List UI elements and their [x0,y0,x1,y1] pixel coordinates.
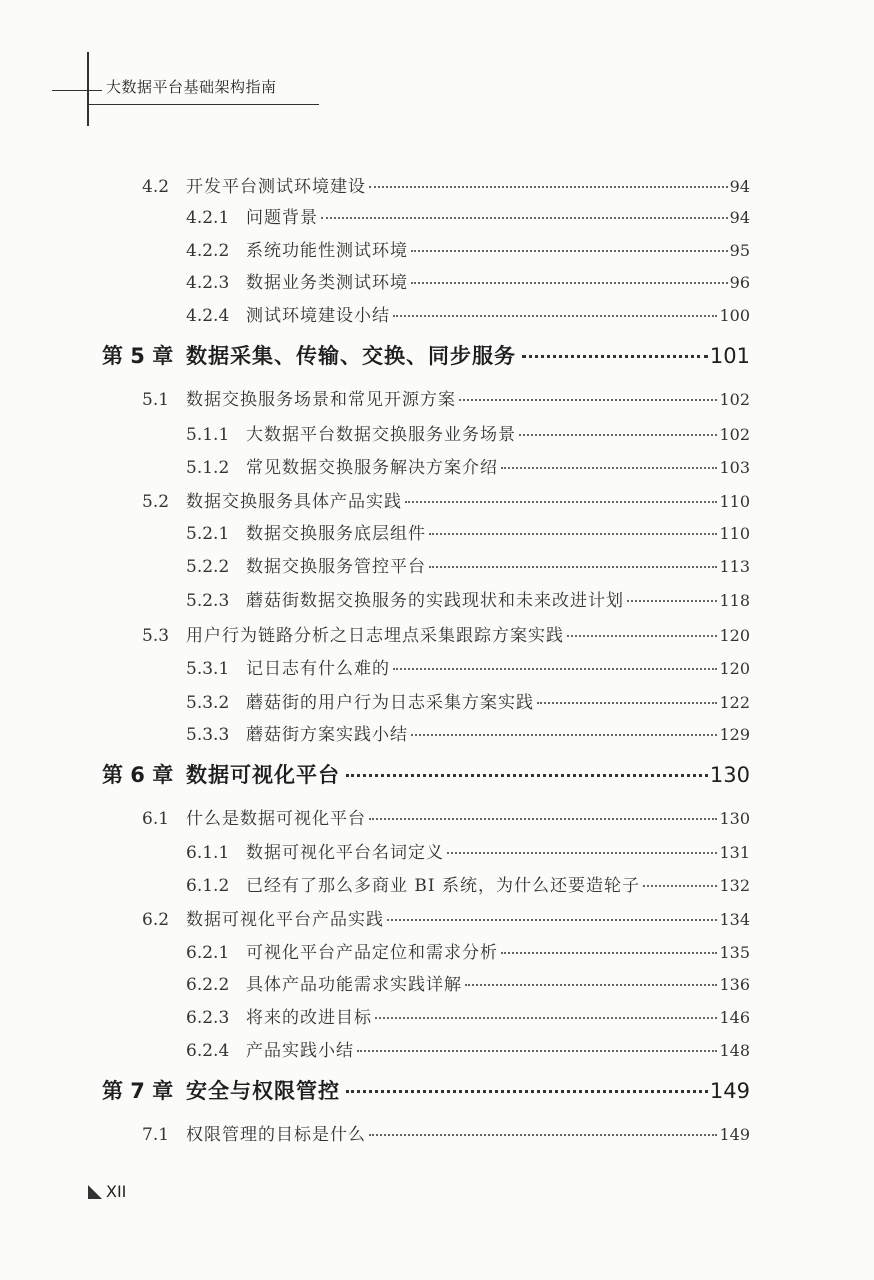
toc-dot-leader [429,566,717,568]
toc-entry-title: 已经有了那么多商业 BI 系统，为什么还要造轮子 [246,876,641,896]
toc-subsection-entry [186,654,750,679]
toc-entry-page: 102 [719,390,750,409]
toc-dot-leader [522,355,708,358]
toc-entry-number: 6.2.1 [186,943,230,963]
toc-subsection-entry [186,688,750,713]
toc-entry-title: 产品实践小结 [246,1041,354,1061]
toc-dot-leader [643,885,717,887]
toc-dot-leader [375,1017,717,1019]
toc-dot-leader [369,186,728,188]
toc-entry-title: 数据交换服务具体产品实践 [186,492,402,512]
toc-entry-number: 6.2.4 [186,1041,230,1061]
toc-entry-title: 测试环境建设小结 [246,306,390,326]
toc-section-entry [142,172,750,197]
toc-entry-page: 148 [719,1041,750,1060]
page-number: XII [106,1182,127,1201]
toc-entry-page: 136 [719,975,750,994]
toc-entry-page: 110 [719,492,750,511]
toc-subsection-entry [186,236,750,261]
toc-dot-leader [411,282,728,284]
toc-entry-page: 95 [729,241,750,260]
toc-entry-number: 6.2.2 [186,975,230,995]
toc-chapter-entry [102,1075,750,1105]
toc-entry-number: 第 7 章 [102,1079,174,1103]
toc-entry-page: 100 [719,306,750,325]
toc-entry-page: 146 [719,1008,750,1027]
toc-entry-page: 103 [719,458,750,477]
toc-subsection-entry [186,552,750,577]
toc-entry-number: 5.3 [142,626,170,646]
toc-entry-number: 4.2 [142,177,170,197]
toc-dot-leader [369,1134,717,1136]
toc-dot-leader [369,818,717,820]
toc-dot-leader [447,852,717,854]
toc-entry-number: 5.2.1 [186,524,230,544]
toc-entry-title: 记日志有什么难的 [246,659,390,679]
toc-dot-leader [429,533,717,535]
toc-entry-number: 5.3.3 [186,725,230,745]
toc-section-entry [142,487,750,512]
toc-entry-number: 5.2.3 [186,591,230,611]
toc-entry-title: 蘑菇街的用户行为日志采集方案实践 [246,693,534,713]
toc-subsection-entry [186,938,750,963]
toc-entry-page: 130 [709,763,750,787]
toc-subsection-entry [186,420,750,445]
toc-dot-leader [321,217,728,219]
toc-dot-leader [346,774,708,777]
toc-entry-number: 5.1 [142,390,170,410]
toc-dot-leader [393,668,717,670]
footer-triangle-icon [88,1185,102,1199]
toc-entry-page: 113 [719,557,750,576]
toc-entry-title: 数据采集、传输、交换、同步服务 [186,344,516,368]
toc-subsection-entry [186,301,750,326]
toc-entry-title: 蘑菇街数据交换服务的实践现状和未来改进计划 [246,591,624,611]
toc-entry-title: 将来的改进目标 [246,1008,372,1028]
toc-entry-page: 110 [719,524,750,543]
toc-entry-title: 权限管理的目标是什么 [186,1125,366,1145]
toc-dot-leader [405,501,717,503]
toc-entry-title: 什么是数据可视化平台 [186,809,366,829]
toc-entry-page: 135 [719,943,750,962]
toc-entry-page: 96 [729,273,750,292]
toc-entry-number: 5.1.2 [186,458,230,478]
toc-chapter-entry [102,759,750,789]
toc-entry-number: 4.2.3 [186,273,230,293]
toc-subsection-entry [186,203,750,228]
toc-entry-page: 94 [729,208,750,227]
toc-entry-title: 常见数据交换服务解决方案介绍 [246,458,498,478]
toc-entry-page: 149 [709,1079,750,1103]
toc-entry-number: 5.3.1 [186,659,230,679]
toc-entry-title: 数据可视化平台名词定义 [246,843,444,863]
toc-entry-title: 蘑菇街方案实践小结 [246,725,408,745]
toc-entry-number: 6.2 [142,910,170,930]
toc-entry-page: 118 [719,591,750,610]
toc-subsection-entry [186,453,750,478]
toc-entry-page: 129 [719,725,750,744]
toc-entry-page: 102 [719,425,750,444]
toc-dot-leader [346,1090,708,1093]
toc-section-entry [142,804,750,829]
toc-subsection-entry [186,1036,750,1061]
toc-section-entry [142,621,750,646]
toc-dot-leader [387,919,717,921]
toc-entry-number: 6.1 [142,809,170,829]
toc-dot-leader [537,702,717,704]
book-title: 大数据平台基础架构指南 [106,78,277,96]
toc-dot-leader [501,952,717,954]
toc-entry-page: 131 [719,843,750,862]
toc-subsection-entry [186,268,750,293]
toc-entry-title: 数据交换服务管控平台 [246,557,426,577]
toc-subsection-entry [186,1003,750,1028]
toc-entry-title: 数据可视化平台 [186,763,340,787]
toc-entry-number: 6.1.1 [186,843,230,863]
toc-dot-leader [465,984,717,986]
toc-entry-number: 6.2.3 [186,1008,230,1028]
toc-dot-leader [411,734,717,736]
toc-dot-leader [411,250,728,252]
toc-entry-title: 数据交换服务底层组件 [246,524,426,544]
toc-subsection-entry [186,720,750,745]
toc-entry-number: 5.1.1 [186,425,230,445]
toc-entry-page: 149 [719,1125,750,1144]
toc-entry-number: 5.3.2 [186,693,230,713]
toc-entry-title: 问题背景 [246,208,318,228]
toc-entry-number: 4.2.4 [186,306,230,326]
toc-entry-page: 132 [719,876,750,895]
header-rule-vertical [87,52,89,126]
toc-subsection-entry [186,871,750,896]
toc-dot-leader [627,600,717,602]
toc-section-entry [142,385,750,410]
toc-entry-title: 用户行为链路分析之日志埋点采集跟踪方案实践 [186,626,564,646]
header-rule-bottom [87,104,319,105]
toc-entry-title: 系统功能性测试环境 [246,241,408,261]
toc-entry-title: 大数据平台数据交换服务业务场景 [246,425,516,445]
toc-dot-leader [501,467,717,469]
toc-entry-number: 4.2.2 [186,241,230,261]
toc-dot-leader [393,315,717,317]
toc-entry-title: 安全与权限管控 [186,1079,340,1103]
toc-dot-leader [357,1050,717,1052]
toc-entry-page: 120 [719,626,750,645]
toc-section-entry [142,1120,750,1145]
toc-entry-page: 94 [729,177,750,196]
toc-entry-number: 第 5 章 [102,344,174,368]
toc-entry-page: 101 [709,344,750,368]
toc-entry-number: 7.1 [142,1125,170,1145]
toc-entry-number: 5.2.2 [186,557,230,577]
toc-entry-title: 数据业务类测试环境 [246,273,408,293]
toc-entry-page: 120 [719,659,750,678]
toc-subsection-entry [186,519,750,544]
toc-entry-number: 6.1.2 [186,876,230,896]
toc-dot-leader [519,434,717,436]
header-rule-top [52,90,102,91]
toc-entry-page: 130 [719,809,750,828]
toc-entry-title: 数据可视化平台产品实践 [186,910,384,930]
toc-subsection-entry [186,586,750,611]
toc-entry-page: 134 [719,910,750,929]
toc-entry-title: 具体产品功能需求实践详解 [246,975,462,995]
toc-entry-page: 122 [719,693,750,712]
toc-entry-number: 5.2 [142,492,170,512]
toc-chapter-entry [102,340,750,370]
toc-entry-number: 第 6 章 [102,763,174,787]
toc-entry-title: 开发平台测试环境建设 [186,177,366,197]
toc-subsection-entry [186,838,750,863]
toc-subsection-entry [186,970,750,995]
toc-entry-title: 数据交换服务场景和常见开源方案 [186,390,456,410]
toc-dot-leader [567,635,717,637]
toc-entry-number: 4.2.1 [186,208,230,228]
toc-entry-title: 可视化平台产品定位和需求分析 [246,943,498,963]
toc-dot-leader [459,399,717,401]
toc-section-entry [142,905,750,930]
